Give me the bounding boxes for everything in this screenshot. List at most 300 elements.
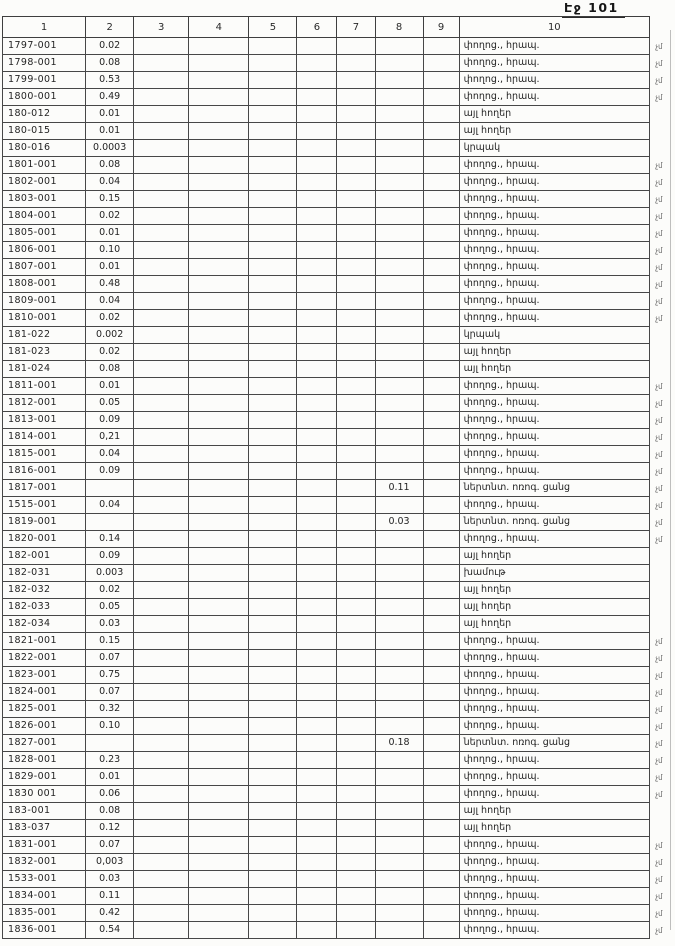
cell-area: 0.02 bbox=[86, 208, 134, 225]
table-row bbox=[3, 718, 650, 735]
cell-col7 bbox=[337, 837, 375, 854]
cell-col7 bbox=[337, 718, 375, 735]
cell-col3 bbox=[134, 871, 189, 888]
cell-irrigation-area bbox=[375, 310, 423, 327]
cell-col6 bbox=[297, 786, 337, 803]
cell-irrigation-area bbox=[375, 786, 423, 803]
cell-parcel-id: 182-001 bbox=[3, 548, 86, 565]
cell-parcel-id: 1824-001 bbox=[3, 684, 86, 701]
cell-col4 bbox=[189, 616, 249, 633]
cell-parcel-id: 1830 001 bbox=[3, 786, 86, 803]
table-row bbox=[3, 378, 650, 395]
cell-parcel-id: 1804-001 bbox=[3, 208, 86, 225]
margin-note: չմ bbox=[655, 857, 663, 867]
table-row bbox=[3, 514, 650, 531]
cell-col3 bbox=[134, 480, 189, 497]
cell-parcel-id: 182-031 bbox=[3, 565, 86, 582]
cell-land-use: փողոց., հրապ. bbox=[459, 769, 649, 786]
cell-col5 bbox=[249, 89, 297, 106]
cell-col3 bbox=[134, 735, 189, 752]
cell-col5 bbox=[249, 616, 297, 633]
cell-irrigation-area bbox=[375, 548, 423, 565]
cell-parcel-id: 1819-001 bbox=[3, 514, 86, 531]
cell-col7 bbox=[337, 667, 375, 684]
cell-parcel-id: 181-023 bbox=[3, 344, 86, 361]
cell-land-use: փողոց., հրապ. bbox=[459, 293, 649, 310]
cell-land-use: փողոց., հրապ. bbox=[459, 752, 649, 769]
cell-col9 bbox=[423, 293, 459, 310]
cell-col5 bbox=[249, 480, 297, 497]
cell-col9 bbox=[423, 531, 459, 548]
cell-col4 bbox=[189, 310, 249, 327]
table-row bbox=[3, 769, 650, 786]
cell-parcel-id: 1803-001 bbox=[3, 191, 86, 208]
cell-col5 bbox=[249, 650, 297, 667]
cell-col4 bbox=[189, 242, 249, 259]
cell-col4 bbox=[189, 412, 249, 429]
cell-irrigation-area bbox=[375, 89, 423, 106]
cell-col3 bbox=[134, 752, 189, 769]
cell-col4 bbox=[189, 446, 249, 463]
cell-col3 bbox=[134, 667, 189, 684]
cell-col6 bbox=[297, 497, 337, 514]
table-row bbox=[3, 191, 650, 208]
cell-col3 bbox=[134, 412, 189, 429]
table-row bbox=[3, 854, 650, 871]
cell-irrigation-area bbox=[375, 106, 423, 123]
cell-land-use: փողոց., հրապ. bbox=[459, 650, 649, 667]
cell-land-use: այլ հողեր bbox=[459, 344, 649, 361]
cell-area: 0.04 bbox=[86, 497, 134, 514]
table-row bbox=[3, 531, 650, 548]
table-row bbox=[3, 599, 650, 616]
cell-col6 bbox=[297, 446, 337, 463]
cell-col4 bbox=[189, 905, 249, 922]
cell-land-use: փողոց., հրապ. bbox=[459, 718, 649, 735]
cell-col5 bbox=[249, 582, 297, 599]
cell-col6 bbox=[297, 293, 337, 310]
cell-col9 bbox=[423, 803, 459, 820]
cell-col9 bbox=[423, 633, 459, 650]
cell-col5 bbox=[249, 497, 297, 514]
cell-parcel-id: 1797-001 bbox=[3, 38, 86, 55]
cell-land-use: ներտնտ. ոռոգ. ցանց bbox=[459, 480, 649, 497]
margin-note: չմ bbox=[655, 381, 663, 391]
cell-col3 bbox=[134, 803, 189, 820]
table-row bbox=[3, 871, 650, 888]
cell-col4 bbox=[189, 871, 249, 888]
cell-irrigation-area bbox=[375, 361, 423, 378]
cell-col6 bbox=[297, 871, 337, 888]
margin-note: չմ bbox=[655, 92, 663, 102]
table-row bbox=[3, 174, 650, 191]
cell-irrigation-area bbox=[375, 412, 423, 429]
cell-col7 bbox=[337, 446, 375, 463]
cell-land-use: փողոց., հրապ. bbox=[459, 395, 649, 412]
cell-col6 bbox=[297, 888, 337, 905]
cell-col6 bbox=[297, 225, 337, 242]
cell-col6 bbox=[297, 684, 337, 701]
margin-note: չմ bbox=[655, 517, 663, 527]
cell-col3 bbox=[134, 769, 189, 786]
margin-note: չմ bbox=[655, 636, 663, 646]
cell-irrigation-area bbox=[375, 55, 423, 72]
cell-parcel-id: 1807-001 bbox=[3, 259, 86, 276]
cell-land-use: փողոց., հրապ. bbox=[459, 905, 649, 922]
cell-col5 bbox=[249, 395, 297, 412]
cell-col5 bbox=[249, 276, 297, 293]
cell-col6 bbox=[297, 531, 337, 548]
cell-parcel-id: 1515-001 bbox=[3, 497, 86, 514]
margin-note: չմ bbox=[655, 670, 663, 680]
cell-col3 bbox=[134, 361, 189, 378]
cell-col5 bbox=[249, 412, 297, 429]
cell-col6 bbox=[297, 327, 337, 344]
cell-col9 bbox=[423, 378, 459, 395]
cell-col3 bbox=[134, 191, 189, 208]
cell-col4 bbox=[189, 361, 249, 378]
cell-irrigation-area bbox=[375, 123, 423, 140]
table-row bbox=[3, 888, 650, 905]
cell-land-use: այլ հողեր bbox=[459, 803, 649, 820]
margin-note: չմ bbox=[655, 653, 663, 663]
cell-area: 0.02 bbox=[86, 344, 134, 361]
cell-land-use: փողոց., հրապ. bbox=[459, 276, 649, 293]
cell-area: 0.03 bbox=[86, 871, 134, 888]
cell-irrigation-area bbox=[375, 905, 423, 922]
cell-irrigation-area bbox=[375, 565, 423, 582]
cell-parcel-id: 1828-001 bbox=[3, 752, 86, 769]
cell-col4 bbox=[189, 735, 249, 752]
cell-irrigation-area bbox=[375, 378, 423, 395]
column-header: 1 bbox=[3, 17, 86, 38]
cell-col9 bbox=[423, 310, 459, 327]
cell-col4 bbox=[189, 123, 249, 140]
cell-col4 bbox=[189, 480, 249, 497]
cell-area: 0.01 bbox=[86, 769, 134, 786]
cell-col4 bbox=[189, 208, 249, 225]
margin-note: չմ bbox=[655, 908, 663, 918]
cell-irrigation-area bbox=[375, 327, 423, 344]
cell-col4 bbox=[189, 803, 249, 820]
cell-col6 bbox=[297, 548, 337, 565]
cell-col9 bbox=[423, 259, 459, 276]
cell-area: 0.32 bbox=[86, 701, 134, 718]
cell-col6 bbox=[297, 463, 337, 480]
cell-parcel-id: 1805-001 bbox=[3, 225, 86, 242]
cell-parcel-id: 1798-001 bbox=[3, 55, 86, 72]
cell-land-use: այլ հողեր bbox=[459, 106, 649, 123]
cell-irrigation-area bbox=[375, 803, 423, 820]
cell-col9 bbox=[423, 684, 459, 701]
cell-area bbox=[86, 514, 134, 531]
cell-col3 bbox=[134, 72, 189, 89]
column-header: 3 bbox=[134, 17, 189, 38]
cell-parcel-id: 180-015 bbox=[3, 123, 86, 140]
cell-col4 bbox=[189, 854, 249, 871]
cell-parcel-id: 1799-001 bbox=[3, 72, 86, 89]
cell-land-use: այլ հողեր bbox=[459, 361, 649, 378]
margin-note: չմ bbox=[655, 160, 663, 170]
cell-col9 bbox=[423, 327, 459, 344]
cell-col5 bbox=[249, 463, 297, 480]
cell-area: 0.08 bbox=[86, 55, 134, 72]
cell-col6 bbox=[297, 208, 337, 225]
cell-irrigation-area bbox=[375, 769, 423, 786]
cell-col5 bbox=[249, 752, 297, 769]
cell-irrigation-area bbox=[375, 259, 423, 276]
margin-note: չմ bbox=[655, 432, 663, 442]
table-row bbox=[3, 208, 650, 225]
cell-col6 bbox=[297, 106, 337, 123]
cell-col9 bbox=[423, 854, 459, 871]
cell-col5 bbox=[249, 684, 297, 701]
cell-col9 bbox=[423, 837, 459, 854]
cell-area: 0.02 bbox=[86, 310, 134, 327]
cell-land-use: փողոց., հրապ. bbox=[459, 922, 649, 939]
cell-land-use: փողոց., հրապ. bbox=[459, 888, 649, 905]
cell-col7 bbox=[337, 497, 375, 514]
cell-irrigation-area bbox=[375, 140, 423, 157]
cell-col3 bbox=[134, 225, 189, 242]
cell-land-use: կրպակ bbox=[459, 140, 649, 157]
cell-parcel-id: 1825-001 bbox=[3, 701, 86, 718]
cell-col7 bbox=[337, 429, 375, 446]
cell-col4 bbox=[189, 429, 249, 446]
cell-col7 bbox=[337, 735, 375, 752]
column-header: 10 bbox=[459, 17, 649, 38]
cell-col3 bbox=[134, 820, 189, 837]
column-header: 6 bbox=[297, 17, 337, 38]
cell-col4 bbox=[189, 38, 249, 55]
cell-irrigation-area bbox=[375, 191, 423, 208]
table-row bbox=[3, 837, 650, 854]
cell-land-use: փողոց., հրապ. bbox=[459, 497, 649, 514]
cell-area: 0.04 bbox=[86, 174, 134, 191]
cell-col3 bbox=[134, 888, 189, 905]
cell-col7 bbox=[337, 752, 375, 769]
cell-land-use: փողոց., հրապ. bbox=[459, 38, 649, 55]
cell-area: 0.09 bbox=[86, 463, 134, 480]
cell-parcel-id: 1836-001 bbox=[3, 922, 86, 939]
cell-parcel-id: 182-032 bbox=[3, 582, 86, 599]
cell-irrigation-area bbox=[375, 208, 423, 225]
cell-area: 0.75 bbox=[86, 667, 134, 684]
cell-col4 bbox=[189, 888, 249, 905]
cell-col7 bbox=[337, 310, 375, 327]
cell-col5 bbox=[249, 446, 297, 463]
cell-col4 bbox=[189, 514, 249, 531]
cell-col5 bbox=[249, 888, 297, 905]
cell-col7 bbox=[337, 140, 375, 157]
margin-note: չմ bbox=[655, 738, 663, 748]
cell-col7 bbox=[337, 327, 375, 344]
cell-col9 bbox=[423, 106, 459, 123]
cell-area: 0.49 bbox=[86, 89, 134, 106]
cell-irrigation-area: 0.03 bbox=[375, 514, 423, 531]
cell-parcel-id: 1801-001 bbox=[3, 157, 86, 174]
cell-col3 bbox=[134, 106, 189, 123]
cell-col4 bbox=[189, 718, 249, 735]
cell-col9 bbox=[423, 361, 459, 378]
cell-col4 bbox=[189, 395, 249, 412]
cell-col4 bbox=[189, 140, 249, 157]
cell-col5 bbox=[249, 72, 297, 89]
table-row bbox=[3, 667, 650, 684]
cell-parcel-id: 1822-001 bbox=[3, 650, 86, 667]
cell-col7 bbox=[337, 38, 375, 55]
cell-col7 bbox=[337, 55, 375, 72]
cell-col6 bbox=[297, 259, 337, 276]
cell-irrigation-area bbox=[375, 684, 423, 701]
cell-col4 bbox=[189, 72, 249, 89]
cell-col7 bbox=[337, 191, 375, 208]
cell-col3 bbox=[134, 242, 189, 259]
table-row bbox=[3, 344, 650, 361]
cell-col5 bbox=[249, 769, 297, 786]
cell-col9 bbox=[423, 752, 459, 769]
table-row bbox=[3, 752, 650, 769]
cell-irrigation-area bbox=[375, 531, 423, 548]
cell-area: 0.07 bbox=[86, 650, 134, 667]
cell-col4 bbox=[189, 174, 249, 191]
cell-col7 bbox=[337, 531, 375, 548]
cell-col5 bbox=[249, 242, 297, 259]
cell-col9 bbox=[423, 616, 459, 633]
table-row bbox=[3, 106, 650, 123]
cell-parcel-id: 181-022 bbox=[3, 327, 86, 344]
cell-col3 bbox=[134, 429, 189, 446]
cell-irrigation-area bbox=[375, 922, 423, 939]
cell-irrigation-area bbox=[375, 582, 423, 599]
record-table bbox=[2, 16, 650, 939]
cell-parcel-id: 1816-001 bbox=[3, 463, 86, 480]
cell-col3 bbox=[134, 786, 189, 803]
table-row bbox=[3, 497, 650, 514]
margin-note: չմ bbox=[655, 789, 663, 799]
cell-col3 bbox=[134, 854, 189, 871]
cell-col4 bbox=[189, 327, 249, 344]
column-header: 7 bbox=[337, 17, 375, 38]
cell-col9 bbox=[423, 701, 459, 718]
cell-irrigation-area bbox=[375, 225, 423, 242]
cell-col6 bbox=[297, 769, 337, 786]
cell-col3 bbox=[134, 650, 189, 667]
cell-parcel-id: 1811-001 bbox=[3, 378, 86, 395]
cell-col7 bbox=[337, 854, 375, 871]
table-row bbox=[3, 55, 650, 72]
cell-col7 bbox=[337, 157, 375, 174]
cell-col7 bbox=[337, 395, 375, 412]
cell-col3 bbox=[134, 837, 189, 854]
cell-col9 bbox=[423, 72, 459, 89]
cell-col9 bbox=[423, 905, 459, 922]
cell-col6 bbox=[297, 582, 337, 599]
margin-note: չմ bbox=[655, 279, 663, 289]
cell-col9 bbox=[423, 446, 459, 463]
cell-col3 bbox=[134, 344, 189, 361]
cell-col7 bbox=[337, 463, 375, 480]
cell-irrigation-area bbox=[375, 701, 423, 718]
cell-col9 bbox=[423, 242, 459, 259]
cell-col5 bbox=[249, 599, 297, 616]
cell-land-use: փողոց., հրապ. bbox=[459, 208, 649, 225]
cell-col3 bbox=[134, 565, 189, 582]
cell-land-use: փողոց., հրապ. bbox=[459, 446, 649, 463]
cell-col3 bbox=[134, 174, 189, 191]
cell-area: 0.04 bbox=[86, 293, 134, 310]
cell-col5 bbox=[249, 344, 297, 361]
cell-col6 bbox=[297, 412, 337, 429]
cell-irrigation-area: 0.11 bbox=[375, 480, 423, 497]
cell-land-use: փողոց., հրապ. bbox=[459, 871, 649, 888]
cell-irrigation-area bbox=[375, 38, 423, 55]
table-row bbox=[3, 225, 650, 242]
cell-col6 bbox=[297, 157, 337, 174]
cell-col6 bbox=[297, 429, 337, 446]
table-row bbox=[3, 582, 650, 599]
cell-col4 bbox=[189, 344, 249, 361]
cell-irrigation-area bbox=[375, 752, 423, 769]
margin-note: չմ bbox=[655, 245, 663, 255]
cell-land-use: փողոց., հրապ. bbox=[459, 412, 649, 429]
cell-parcel-id: 1826-001 bbox=[3, 718, 86, 735]
cell-col5 bbox=[249, 191, 297, 208]
margin-note: չմ bbox=[655, 534, 663, 544]
cell-col4 bbox=[189, 106, 249, 123]
cell-col6 bbox=[297, 276, 337, 293]
cell-col5 bbox=[249, 225, 297, 242]
table-row bbox=[3, 259, 650, 276]
margin-note: չմ bbox=[655, 262, 663, 272]
cell-col9 bbox=[423, 888, 459, 905]
cell-irrigation-area bbox=[375, 888, 423, 905]
cell-col6 bbox=[297, 395, 337, 412]
table-row bbox=[3, 429, 650, 446]
cell-parcel-id: 1533-001 bbox=[3, 871, 86, 888]
cell-parcel-id: 180-012 bbox=[3, 106, 86, 123]
cell-col5 bbox=[249, 531, 297, 548]
cell-parcel-id: 1835-001 bbox=[3, 905, 86, 922]
cell-irrigation-area bbox=[375, 446, 423, 463]
cell-col7 bbox=[337, 650, 375, 667]
cell-irrigation-area bbox=[375, 463, 423, 480]
cell-col6 bbox=[297, 854, 337, 871]
cell-col9 bbox=[423, 140, 459, 157]
cell-land-use: փողոց., հրապ. bbox=[459, 259, 649, 276]
cell-col7 bbox=[337, 684, 375, 701]
cell-col5 bbox=[249, 854, 297, 871]
cell-col5 bbox=[249, 633, 297, 650]
table-row bbox=[3, 650, 650, 667]
cell-land-use: ներտնտ. ոռոգ. ցանց bbox=[459, 735, 649, 752]
cell-land-use: այլ հողեր bbox=[459, 548, 649, 565]
cell-land-use: փողոց., հրապ. bbox=[459, 684, 649, 701]
cell-irrigation-area bbox=[375, 293, 423, 310]
margin-note: չմ bbox=[655, 466, 663, 476]
cell-col7 bbox=[337, 803, 375, 820]
cell-col9 bbox=[423, 786, 459, 803]
cell-area: 0.01 bbox=[86, 225, 134, 242]
cell-col3 bbox=[134, 38, 189, 55]
cell-irrigation-area bbox=[375, 820, 423, 837]
cell-parcel-id: 1808-001 bbox=[3, 276, 86, 293]
cell-col7 bbox=[337, 89, 375, 106]
cell-col4 bbox=[189, 191, 249, 208]
cell-col5 bbox=[249, 310, 297, 327]
cell-col6 bbox=[297, 905, 337, 922]
cell-col3 bbox=[134, 582, 189, 599]
